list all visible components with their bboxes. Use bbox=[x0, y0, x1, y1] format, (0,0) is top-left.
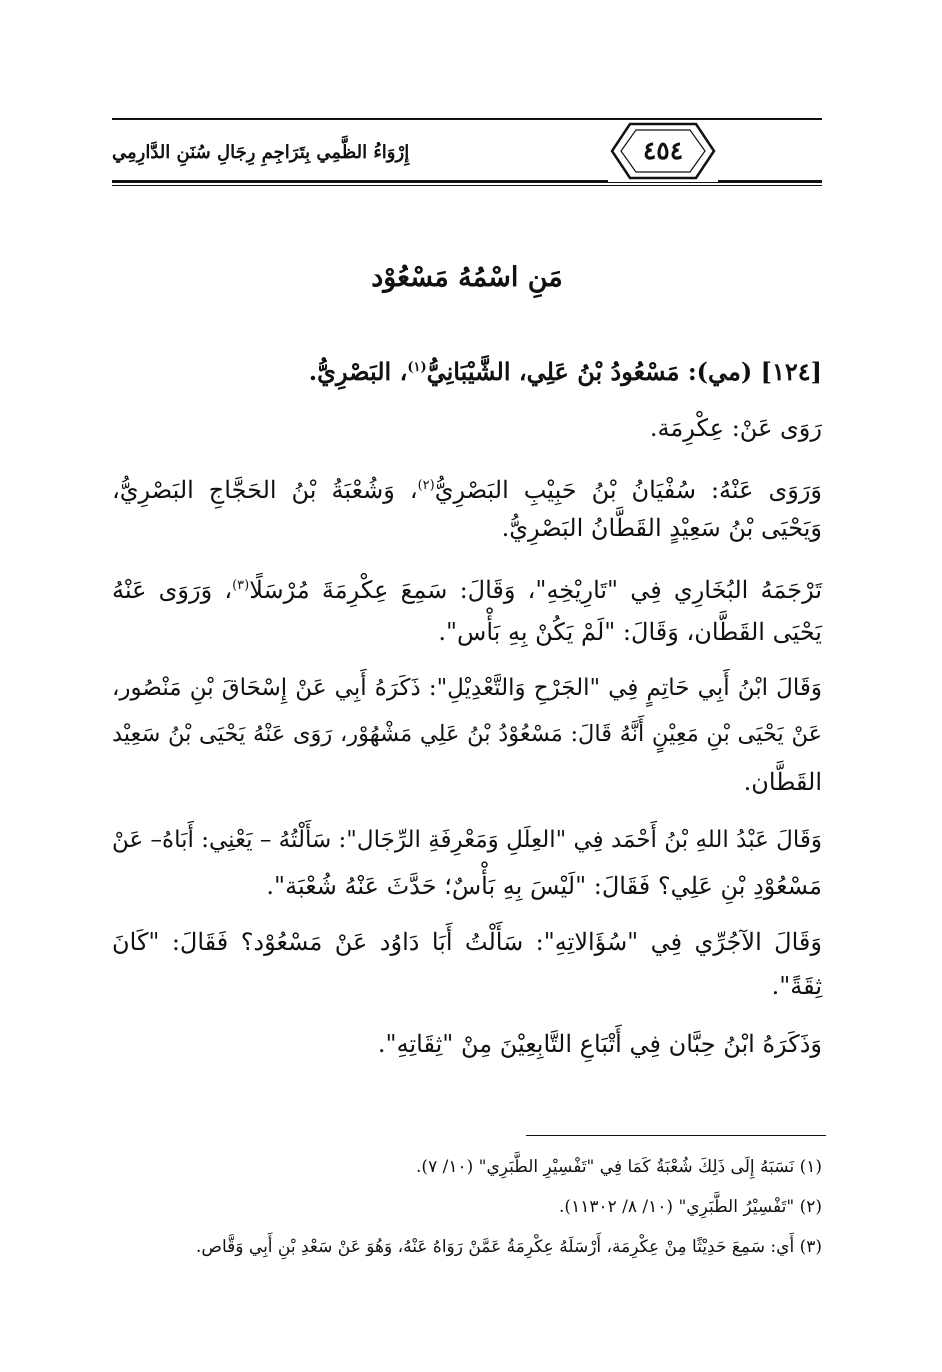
body-text: رَوَى عَنْ: عِكْرِمَة. bbox=[649, 414, 822, 442]
body-text: يَحْيَى القَطَّان، وَقَالَ: "لَمْ يَكُنْ بِهِ بَأْس". bbox=[438, 618, 822, 646]
body-text: وَقَالَ عَبْدُ اللهِ بْنُ أَحْمَد فِي "العِلَلِ وَمَعْرِفَةِ الرِّجَال": سَأَلْتُهُ – يَعْنِي: أَبَاهُ– عَنْ bbox=[112, 827, 822, 853]
entry-heading-end: ، البَصْرِيُّ. bbox=[308, 357, 408, 386]
body-text: ، وَشُعْبَةُ بْنُ الحَجَّاجِ البَصْرِيُّ، bbox=[112, 476, 418, 504]
page-number-badge bbox=[608, 120, 718, 182]
footnote-separator bbox=[526, 1135, 826, 1136]
body-text: وَيَحْيَى بْنُ سَعِيْدٍ القَطَّانُ البَصْرِيُّ. bbox=[501, 514, 822, 542]
abi-hatim-line-3 bbox=[112, 762, 822, 802]
header-rule-thin bbox=[112, 185, 822, 186]
body-text: تَرْجَمَهُ البُخَارِي فِي "تَارِيْخِهِ"، وَقَالَ: سَمِعَ عِكْرِمَةَ مُرْسَلًا bbox=[249, 576, 822, 604]
abi-hatim-line-1 bbox=[112, 668, 822, 708]
abi-hatim-line-2 bbox=[112, 714, 822, 754]
ajurri-line-2 bbox=[112, 966, 822, 1006]
narrators-line-2 bbox=[112, 508, 822, 548]
body-text: وَرَوَى عَنْهُ: سُفْيَانُ بْنُ حَبِيْبِ البَصْرِيُّ bbox=[434, 476, 822, 504]
entry-heading-text: (مي): مَسْعُودُ بْنُ عَلِي، الشَّيْبَانِيُّ bbox=[426, 357, 753, 386]
abdullah-line-1 bbox=[112, 820, 822, 860]
footnote-ref-2: (٢) bbox=[417, 478, 435, 493]
footnote-3: (٣) أَي: سَمِعَ حَدِيْثًا مِنْ عِكْرِمَة، أَرْسَلَهُ عِكْرِمَةُ عَمَّنْ رَوَاهُ عَنْهُ، وَهُوَ عَنْ سَعْدِ بْنِ أَبِي وَقَّاص. bbox=[196, 1237, 822, 1257]
body-text: وَذَكَرَهُ ابْنُ حِبَّان فِي أَتْبَاعِ التَّابِعِيْنَ مِنْ "ثِقَاتِهِ". bbox=[377, 1030, 822, 1058]
body-text: عَنْ يَحْيَى بْنِ مَعِيْنٍ أَنَّهُ قَالَ: مَسْعُوْدُ بْنُ عَلِي مَشْهُوْر، رَوَى عَنْهُ يَحْيَى بْنُ سَعِيْد bbox=[112, 721, 822, 747]
body-text: القَطَّان. bbox=[743, 768, 822, 796]
abdullah-line-2 bbox=[112, 866, 822, 906]
footnote-ref-3: (٣) bbox=[232, 578, 250, 593]
narrators-line-1 bbox=[112, 466, 822, 506]
body-text: وَقَالَ الآجُرِّي فِي "سُؤَالاتِهِ": سَأَلْتُ أَبَا دَاوُد عَنْ مَسْعُوْد؟ فَقَالَ: "كَانَ bbox=[112, 928, 822, 956]
entry-number: [١٢٤] bbox=[760, 357, 822, 386]
page-number: ٤٥٤ bbox=[642, 136, 684, 165]
bukhari-line-1 bbox=[112, 566, 822, 606]
body-text: مَسْعُوْدِ بْنِ عَلِي؟ فَقَالَ: "لَيْسَ بِهِ بَأْسٌ؛ حَدَّثَ عَنْهُ شُعْبَة". bbox=[266, 872, 822, 900]
ibn-hibban-line bbox=[112, 1024, 822, 1064]
section-heading: مَنِ اسْمُهُ مَسْعُوْد bbox=[371, 262, 563, 293]
footnote-2: (٢) "تَفْسِيْرُ الطَّبَرِي" (١٠/ ٨/ ١١٣٠٢). bbox=[559, 1197, 822, 1217]
book-title: إِرْوَاءُ الظَّمِي بِتَرَاجِمِ رِجَالِ سُنَنِ الدَّارِمِي bbox=[112, 142, 410, 163]
footnote-1: (١) نَسَبَهُ إِلَى ذَلِكَ شُعْبَةُ كَمَا فِي "تَفْسِيْرِ الطَّبَرِي" (١٠/ ٧). bbox=[416, 1157, 822, 1177]
body-text: ، وَرَوَى عَنْهُ bbox=[112, 576, 233, 604]
footnote-ref-1: (١) bbox=[407, 360, 427, 375]
ajurri-line-1 bbox=[112, 922, 822, 962]
body-text: ثِقَةً". bbox=[771, 972, 822, 1000]
narrated-from-line bbox=[112, 408, 822, 448]
body-text: وَقَالَ ابْنُ أَبِي حَاتِمٍ فِي "الجَرْحِ وَالتَّعْدِيْلِ": ذَكَرَهُ أَبِي عَنْ إِسْحَاقَ بْنِ مَنْصُور، bbox=[112, 675, 822, 701]
entry-heading bbox=[112, 348, 822, 388]
bukhari-line-2 bbox=[112, 612, 822, 652]
